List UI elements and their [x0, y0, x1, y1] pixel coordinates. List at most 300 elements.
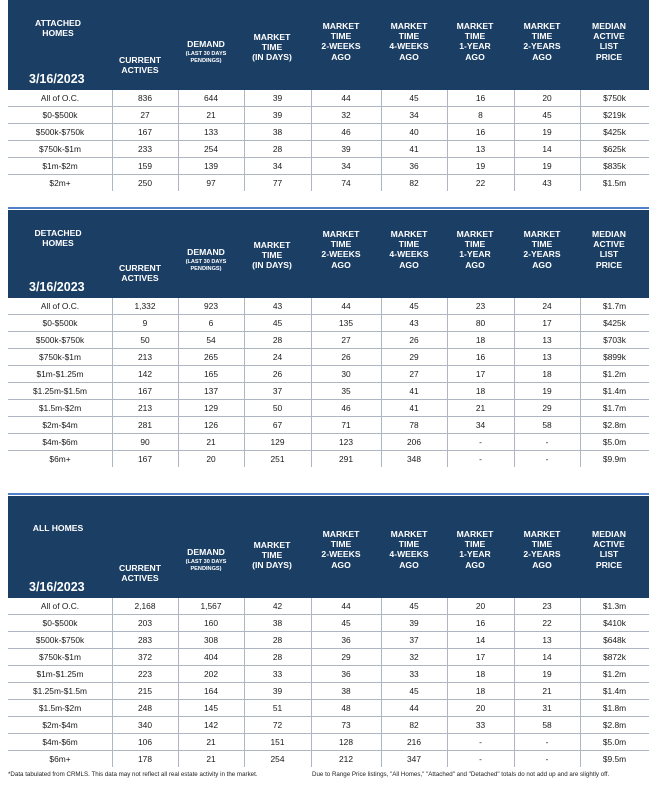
cell-market-time-2-years: 13 [542, 635, 552, 645]
cell-demand: 160 [204, 618, 218, 628]
column-header-demand: DEMAND [187, 547, 225, 557]
cell-current-actives: 248 [138, 703, 152, 713]
cell-current-actives: 50 [140, 335, 150, 345]
cell-market-time-2-weeks: 36 [341, 669, 351, 679]
cell-market-time-1-year: 19 [475, 161, 486, 171]
price-range-label: $0-$500k [42, 110, 78, 120]
column-header-market-time-1-year: MARKET TIME 1-YEAR AGO [456, 21, 494, 62]
cell-market-time: 39 [272, 686, 283, 696]
cell-demand: 126 [204, 420, 218, 430]
column-header-market-time: MARKET TIME (IN DAYS) [252, 540, 292, 571]
cell-current-actives: 167 [138, 454, 152, 464]
cell-market-time: 43 [272, 301, 283, 311]
table-header [8, 496, 649, 597]
section-divider-line [8, 493, 649, 495]
section-table [8, 0, 649, 191]
table-row [8, 174, 649, 191]
cell-market-time-2-years: - [545, 454, 549, 464]
cell-market-time-1-year: 22 [475, 178, 486, 188]
price-range-label: $750k-$1m [39, 352, 81, 362]
cell-market-time-2-years: 19 [542, 127, 552, 137]
cell-median-price: $625k [603, 144, 626, 154]
cell-market-time-2-weeks: 44 [341, 301, 351, 311]
cell-current-actives: 167 [138, 127, 152, 137]
price-range-label: All of O.C. [40, 93, 80, 103]
price-range-label: $500k-$750k [35, 635, 85, 645]
column-header-demand-subtitle: (LAST 30 DAYS PENDINGS) [185, 51, 227, 64]
cell-market-time: 24 [272, 352, 283, 362]
cell-market-time-4-weeks: 45 [409, 601, 419, 611]
cell-market-time-4-weeks: 40 [409, 127, 419, 137]
cell-market-time: 28 [272, 335, 283, 345]
cell-market-time-2-weeks: 46 [341, 127, 351, 137]
cell-demand: 923 [204, 301, 218, 311]
cell-market-time-4-weeks: 37 [409, 635, 419, 645]
cell-current-actives: 281 [138, 420, 152, 430]
price-range-label: $2m-$4m [42, 420, 78, 430]
cell-median-price: $9.5m [602, 754, 627, 764]
cell-market-time-4-weeks: 347 [407, 754, 421, 764]
cell-current-actives: 159 [138, 161, 152, 171]
table-body [8, 297, 649, 467]
table-row [8, 682, 649, 699]
cell-market-time-1-year: 20 [475, 601, 486, 611]
cell-market-time-2-weeks: 34 [341, 161, 351, 171]
price-range-label: $6m+ [49, 454, 71, 464]
cell-market-time-1-year: 8 [478, 110, 483, 120]
cell-market-time-1-year: 34 [475, 420, 486, 430]
cell-market-time: 50 [272, 403, 283, 413]
column-header-market-time-2-weeks: MARKET TIME 2-WEEKS AGO [321, 529, 361, 570]
cell-demand: 21 [206, 110, 216, 120]
cell-current-actives: 9 [142, 318, 148, 328]
cell-demand: 254 [204, 144, 218, 154]
cell-market-time-1-year: - [479, 737, 482, 747]
column-header-current-actives: CURRENT ACTIVES [118, 563, 162, 584]
cell-market-time-2-weeks: 36 [341, 635, 351, 645]
table-row [8, 665, 649, 682]
cell-median-price: $872k [603, 652, 626, 662]
cell-market-time-2-weeks: 291 [339, 454, 353, 464]
column-header-median-price: MEDIAN ACTIVE LIST PRICE [592, 529, 626, 570]
cell-median-price: $1.7m [602, 403, 627, 413]
table-row [8, 614, 649, 631]
cell-market-time-2-years: 58 [542, 420, 552, 430]
cell-market-time-2-years: 14 [542, 144, 552, 154]
cell-market-time-1-year: 16 [475, 352, 486, 362]
section-title: ATTACHED HOMES [35, 18, 81, 39]
cell-demand: 644 [204, 93, 218, 103]
cell-market-time: 39 [272, 93, 283, 103]
cell-demand: 21 [206, 437, 216, 447]
table-row [8, 399, 649, 416]
cell-market-time-2-weeks: 32 [341, 110, 351, 120]
cell-market-time: 38 [272, 618, 283, 628]
column-header-demand: DEMAND [187, 39, 225, 49]
price-range-label: $1.5m-$2m [38, 403, 82, 413]
cell-market-time: 26 [272, 369, 283, 379]
column-header-market-time-4-weeks: MARKET TIME 4-WEEKS AGO [389, 529, 429, 570]
cell-market-time-1-year: 18 [475, 686, 486, 696]
cell-market-time-2-weeks: 46 [341, 403, 351, 413]
cell-median-price: $9.9m [602, 454, 627, 464]
column-header-market-time-4-weeks: MARKET TIME 4-WEEKS AGO [389, 229, 429, 270]
cell-market-time-4-weeks: 41 [409, 403, 419, 413]
price-range-label: $1.5m-$2m [38, 703, 82, 713]
cell-median-price: $2.8m [602, 720, 627, 730]
cell-demand: 165 [204, 369, 218, 379]
report-date: 3/16/2023 [29, 280, 85, 294]
cell-median-price: $1.4m [602, 686, 627, 696]
table-row [8, 450, 649, 467]
cell-market-time: 28 [272, 635, 283, 645]
cell-market-time-2-years: 58 [542, 720, 552, 730]
cell-current-actives: 142 [138, 369, 152, 379]
cell-median-price: $899k [603, 352, 626, 362]
table-header [8, 210, 649, 297]
cell-current-actives: 106 [138, 737, 152, 747]
column-header-market-time-2-weeks: MARKET TIME 2-WEEKS AGO [321, 229, 361, 270]
cell-market-time-1-year: 18 [475, 669, 486, 679]
cell-market-time-2-years: 19 [542, 386, 552, 396]
cell-median-price: $219k [603, 110, 626, 120]
column-header-demand-subtitle: (LAST 30 DAYS PENDINGS) [185, 559, 227, 572]
cell-median-price: $835k [603, 161, 626, 171]
cell-current-actives: 213 [138, 403, 152, 413]
cell-median-price: $1.2m [602, 369, 627, 379]
cell-market-time-4-weeks: 39 [409, 618, 419, 628]
table-row [8, 733, 649, 750]
section-title: DETACHED HOMES [34, 228, 82, 249]
cell-market-time: 45 [272, 318, 283, 328]
column-header-current-actives: CURRENT ACTIVES [118, 55, 162, 76]
cell-market-time-2-years: 31 [542, 703, 552, 713]
cell-demand: 129 [204, 403, 218, 413]
price-range-label: $1.25m-$1.5m [33, 386, 87, 396]
cell-demand: 1,567 [200, 601, 222, 611]
cell-median-price: $1.2m [602, 669, 627, 679]
table-row [8, 365, 649, 382]
cell-current-actives: 233 [138, 144, 152, 154]
cell-current-actives: 215 [138, 686, 152, 696]
cell-current-actives: 372 [138, 652, 152, 662]
column-header-market-time: MARKET TIME (IN DAYS) [252, 240, 292, 271]
section-divider-line [8, 207, 649, 209]
cell-current-actives: 836 [138, 93, 152, 103]
cell-demand: 21 [206, 754, 216, 764]
column-header-median-price: MEDIAN ACTIVE LIST PRICE [592, 229, 626, 270]
price-range-label: $2m-$4m [42, 720, 78, 730]
cell-current-actives: 90 [140, 437, 150, 447]
cell-market-time-1-year: 16 [475, 127, 486, 137]
cell-market-time-4-weeks: 206 [407, 437, 421, 447]
cell-market-time-1-year: 16 [475, 93, 486, 103]
table-row [8, 631, 649, 648]
cell-market-time-2-weeks: 135 [339, 318, 353, 328]
cell-demand: 142 [204, 720, 218, 730]
table-row [8, 716, 649, 733]
cell-market-time-1-year: 20 [475, 703, 486, 713]
cell-market-time-4-weeks: 82 [409, 720, 419, 730]
cell-market-time-1-year: 17 [475, 369, 486, 379]
table-row [8, 699, 649, 716]
cell-market-time-4-weeks: 34 [409, 110, 419, 120]
column-header-market-time-4-weeks: MARKET TIME 4-WEEKS AGO [389, 21, 429, 62]
cell-market-time: 254 [270, 754, 285, 764]
cell-current-actives: 223 [138, 669, 152, 679]
cell-current-actives: 340 [138, 720, 152, 730]
cell-market-time-4-weeks: 45 [409, 686, 419, 696]
footnote-data-source: *Data tabulated from CRMLS. This data may not reflect all real estate activity in the market. [8, 771, 258, 778]
cell-market-time-2-years: 19 [542, 669, 552, 679]
table-row [8, 106, 649, 123]
cell-market-time-2-weeks: 212 [339, 754, 353, 764]
price-range-label: $500k-$750k [35, 127, 85, 137]
price-range-label: $1.25m-$1.5m [33, 686, 87, 696]
column-header-market-time-1-year: MARKET TIME 1-YEAR AGO [456, 529, 494, 570]
cell-demand: 133 [204, 127, 218, 137]
cell-market-time: 67 [272, 420, 283, 430]
price-range-label: $1m-$1.25m [36, 369, 84, 379]
report-date: 3/16/2023 [29, 72, 85, 86]
cell-market-time-2-weeks: 38 [341, 686, 351, 696]
table-row [8, 597, 649, 614]
cell-current-actives: 203 [138, 618, 152, 628]
cell-market-time-1-year: 33 [475, 720, 486, 730]
cell-market-time-2-weeks: 48 [341, 703, 351, 713]
price-range-label: $2m+ [49, 178, 71, 188]
cell-median-price: $2.8m [602, 420, 627, 430]
cell-current-actives: 283 [138, 635, 152, 645]
cell-market-time-4-weeks: 43 [409, 318, 419, 328]
cell-median-price: $410k [603, 618, 626, 628]
cell-market-time-2-years: 43 [542, 178, 552, 188]
price-range-label: $0-$500k [42, 618, 78, 628]
price-range-label: $4m-$6m [42, 437, 78, 447]
cell-market-time: 42 [272, 601, 283, 611]
cell-median-price: $5.0m [602, 437, 627, 447]
column-header-market-time-2-years: MARKET TIME 2-YEARS AGO [523, 529, 561, 570]
cell-market-time: 39 [272, 110, 283, 120]
cell-market-time-2-years: 24 [542, 301, 552, 311]
cell-current-actives: 167 [138, 386, 152, 396]
table-row [8, 382, 649, 399]
table-header [8, 0, 649, 89]
cell-market-time-2-weeks: 30 [341, 369, 351, 379]
cell-market-time-1-year: 23 [475, 301, 486, 311]
price-range-label: $4m-$6m [42, 737, 78, 747]
cell-market-time-2-weeks: 71 [341, 420, 351, 430]
cell-median-price: $648k [603, 635, 626, 645]
cell-median-price: $5.0m [602, 737, 627, 747]
cell-market-time-2-weeks: 73 [341, 720, 351, 730]
cell-market-time-2-weeks: 44 [341, 601, 351, 611]
cell-current-actives: 250 [138, 178, 152, 188]
cell-market-time-1-year: 14 [475, 635, 486, 645]
cell-market-time-1-year: - [479, 437, 482, 447]
cell-median-price: $425k [603, 318, 626, 328]
cell-market-time-4-weeks: 45 [409, 301, 419, 311]
cell-market-time-2-weeks: 39 [341, 144, 351, 154]
price-range-label: $0-$500k [42, 318, 78, 328]
table-row [8, 314, 649, 331]
cell-market-time-4-weeks: 41 [409, 386, 419, 396]
report-date: 3/16/2023 [29, 580, 85, 594]
column-header-demand-subtitle: (LAST 30 DAYS PENDINGS) [185, 259, 227, 272]
cell-median-price: $1.4m [602, 386, 627, 396]
column-header-demand: DEMAND [187, 247, 225, 257]
column-header-market-time-2-weeks: MARKET TIME 2-WEEKS AGO [321, 21, 361, 62]
cell-market-time: 33 [272, 669, 283, 679]
cell-market-time-4-weeks: 82 [409, 178, 419, 188]
cell-market-time-1-year: 13 [475, 144, 486, 154]
cell-current-actives: 27 [140, 110, 150, 120]
table-row [8, 89, 649, 106]
cell-market-time-1-year: 16 [475, 618, 486, 628]
cell-market-time-1-year: 18 [475, 386, 486, 396]
cell-current-actives: 178 [138, 754, 152, 764]
cell-current-actives: 213 [138, 352, 152, 362]
cell-market-time-2-weeks: 27 [341, 335, 351, 345]
cell-current-actives: 1,332 [134, 301, 156, 311]
cell-market-time-4-weeks: 27 [409, 369, 419, 379]
table-row [8, 157, 649, 174]
cell-market-time-4-weeks: 41 [409, 144, 419, 154]
cell-market-time-2-years: - [545, 754, 549, 764]
table-row [8, 648, 649, 665]
table-row [8, 416, 649, 433]
table-row [8, 140, 649, 157]
cell-median-price: $1.5m [602, 178, 627, 188]
cell-demand: 145 [204, 703, 218, 713]
cell-demand: 20 [206, 454, 216, 464]
cell-median-price: $1.7m [602, 301, 627, 311]
price-range-label: All of O.C. [40, 301, 80, 311]
column-header-market-time-2-years: MARKET TIME 2-YEARS AGO [523, 229, 561, 270]
cell-demand: 97 [206, 178, 216, 188]
cell-market-time-4-weeks: 348 [407, 454, 421, 464]
column-header-current-actives: CURRENT ACTIVES [118, 263, 162, 284]
table-body [8, 597, 649, 767]
cell-demand: 6 [208, 318, 214, 328]
cell-median-price: $703k [603, 335, 626, 345]
price-range-label: All of O.C. [40, 601, 80, 611]
cell-market-time-2-years: 13 [542, 335, 552, 345]
price-range-label: $1m-$2m [42, 161, 78, 171]
cell-demand: 164 [204, 686, 218, 696]
cell-market-time: 151 [270, 737, 285, 747]
cell-demand: 54 [206, 335, 216, 345]
cell-market-time-2-years: - [545, 437, 549, 447]
cell-market-time-1-year: 18 [475, 335, 486, 345]
cell-median-price: $1.3m [602, 601, 627, 611]
cell-market-time-2-years: 13 [542, 352, 552, 362]
cell-market-time-2-years: 29 [542, 403, 552, 413]
cell-market-time-2-weeks: 26 [341, 352, 351, 362]
section-table [8, 207, 649, 467]
column-header-market-time: MARKET TIME (IN DAYS) [252, 32, 292, 63]
cell-market-time-2-weeks: 44 [341, 93, 351, 103]
cell-market-time-2-years: 23 [542, 601, 552, 611]
cell-demand: 308 [204, 635, 218, 645]
cell-market-time-4-weeks: 36 [409, 161, 419, 171]
column-header-market-time-1-year: MARKET TIME 1-YEAR AGO [456, 229, 494, 270]
cell-market-time-2-years: 14 [542, 652, 552, 662]
table-body [8, 89, 649, 191]
cell-market-time-4-weeks: 216 [407, 737, 421, 747]
section-title: ALL HOMES [32, 523, 84, 533]
cell-market-time-4-weeks: 29 [409, 352, 419, 362]
cell-market-time-2-years: - [545, 737, 549, 747]
cell-market-time: 28 [272, 652, 283, 662]
price-range-label: $6m+ [49, 754, 71, 764]
cell-market-time: 129 [270, 437, 285, 447]
cell-demand: 265 [204, 352, 218, 362]
footnote-range-disclaimer: Due to Range Price listings, "All Homes," "Attached" and "Detached" totals do not add up and are slightly off. [312, 771, 610, 778]
cell-market-time-1-year: 80 [475, 318, 486, 328]
cell-market-time-2-weeks: 128 [339, 737, 353, 747]
cell-market-time-4-weeks: 78 [409, 420, 419, 430]
cell-market-time-4-weeks: 32 [409, 652, 419, 662]
table-row [8, 297, 649, 314]
table-row [8, 348, 649, 365]
cell-market-time-2-weeks: 35 [341, 386, 351, 396]
cell-market-time-2-weeks: 45 [341, 618, 351, 628]
cell-market-time: 251 [270, 454, 285, 464]
cell-market-time-2-weeks: 29 [341, 652, 351, 662]
cell-market-time-1-year: - [479, 454, 482, 464]
cell-market-time-2-years: 22 [542, 618, 552, 628]
column-header-median-price: MEDIAN ACTIVE LIST PRICE [592, 21, 626, 62]
cell-market-time-4-weeks: 33 [409, 669, 419, 679]
cell-market-time-2-years: 18 [542, 369, 552, 379]
cell-market-time-2-years: 21 [542, 686, 552, 696]
price-range-label: $1m-$1.25m [36, 669, 84, 679]
cell-market-time-2-years: 17 [542, 318, 552, 328]
table-row [8, 433, 649, 450]
cell-market-time: 72 [272, 720, 283, 730]
cell-market-time-4-weeks: 26 [409, 335, 419, 345]
cell-market-time: 34 [272, 161, 283, 171]
table-row [8, 750, 649, 767]
cell-market-time: 38 [272, 127, 283, 137]
cell-market-time-2-years: 45 [542, 110, 552, 120]
price-range-label: $500k-$750k [35, 335, 85, 345]
cell-market-time-1-year: - [479, 754, 482, 764]
cell-market-time: 51 [272, 703, 283, 713]
cell-demand: 202 [204, 669, 218, 679]
cell-demand: 404 [204, 652, 218, 662]
section-table [8, 493, 649, 767]
cell-demand: 21 [206, 737, 216, 747]
cell-market-time-2-weeks: 74 [341, 178, 351, 188]
cell-market-time-4-weeks: 45 [409, 93, 419, 103]
cell-median-price: $750k [603, 93, 626, 103]
cell-current-actives: 2,168 [134, 601, 156, 611]
table-row [8, 331, 649, 348]
cell-market-time-2-years: 20 [542, 93, 552, 103]
cell-median-price: $425k [603, 127, 626, 137]
table-row [8, 123, 649, 140]
column-header-market-time-2-years: MARKET TIME 2-YEARS AGO [523, 21, 561, 62]
cell-median-price: $1.8m [602, 703, 627, 713]
cell-market-time-2-years: 19 [542, 161, 552, 171]
cell-demand: 137 [204, 386, 218, 396]
cell-market-time: 77 [272, 178, 283, 188]
price-range-label: $750k-$1m [39, 144, 81, 154]
cell-market-time-2-weeks: 123 [339, 437, 353, 447]
cell-market-time-1-year: 17 [475, 652, 486, 662]
